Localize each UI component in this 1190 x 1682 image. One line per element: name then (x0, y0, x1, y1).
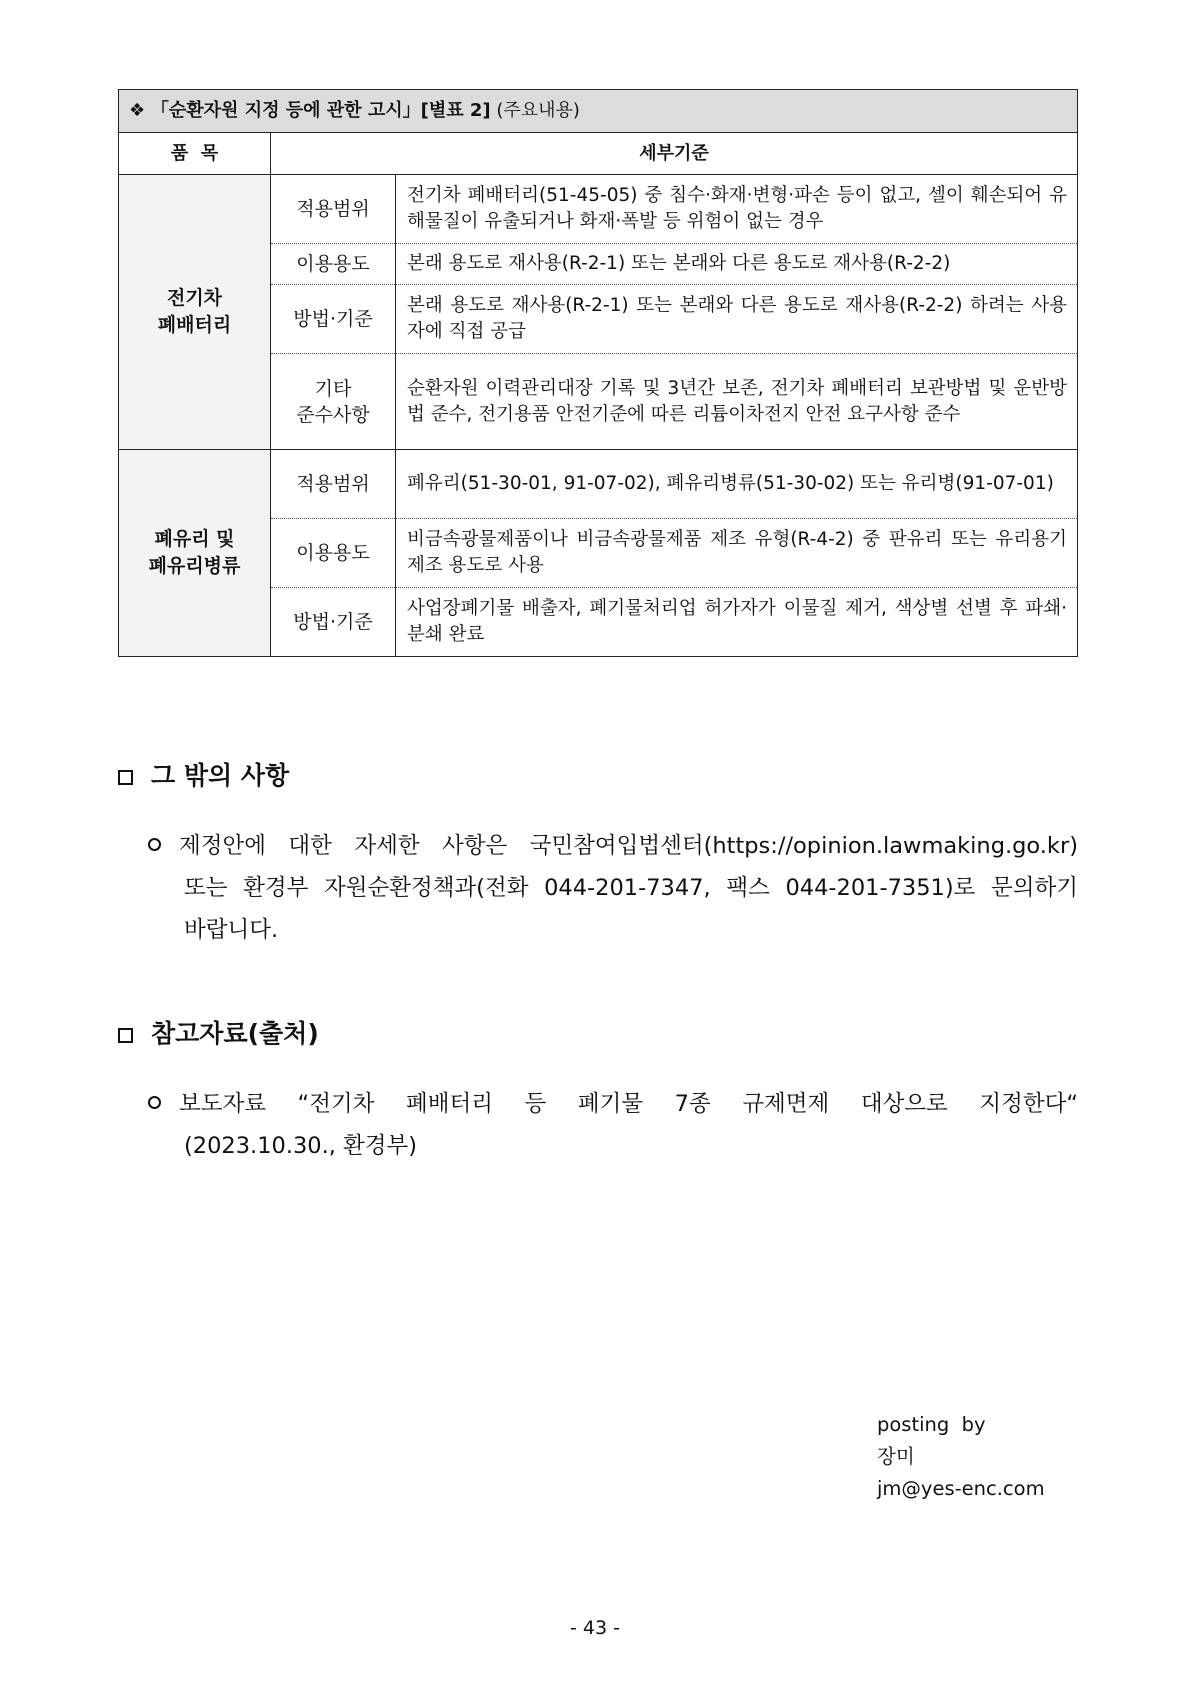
row-label: 적용범위 (271, 175, 396, 244)
section-heading-ref (118, 1019, 319, 1049)
paragraph-line (148, 825, 1078, 867)
table-title-note: (주요내용) (490, 100, 580, 121)
row-label: 이용용도 (271, 519, 396, 588)
section-heading-text: 그 밖의 사항 (151, 761, 290, 790)
page-number: - 43 - (570, 1617, 620, 1639)
circle-bullet-icon (148, 838, 161, 851)
row-detail: 본래 용도로 재사용(R-2-1) 또는 본래와 다른 용도로 재사용(R-2-2) 하려는 사용자에 직접 공급 (396, 285, 1078, 354)
row-detail: 전기차 폐배터리(51-45-05) 중 침수·화재·변형·파손 등이 없고, 셀이 훼손되어 유해물질이 유출되거나 화재·폭발 등 위험이 없는 경우 (396, 175, 1078, 244)
checkbox-square-icon (118, 770, 133, 785)
signature-author: 장미 (877, 1445, 915, 1468)
checkbox-square-icon (118, 1028, 133, 1043)
signature-email: jm@yes-enc.com (877, 1477, 1045, 1500)
paragraph-reference (148, 1083, 1078, 1167)
header-item: 품 목 (119, 133, 271, 175)
paragraph-line (148, 1083, 1078, 1125)
item-waste-glass: 폐유리 및 폐유리병류 (119, 450, 271, 657)
row-label: 방법·기준 (271, 588, 396, 657)
circle-bullet-icon (148, 1096, 161, 1109)
section-heading-text: 참고자료(출처) (151, 1019, 319, 1048)
paragraph-inquiry (148, 825, 1078, 951)
signature-posting-by: posting by (877, 1413, 986, 1436)
paragraph-line: (2023.10.30., 환경부) (184, 1133, 418, 1159)
row-label: 적용범위 (271, 450, 396, 519)
row-detail (396, 450, 1078, 519)
row-label: 이용용도 (271, 244, 396, 285)
paragraph-line: 바랍니다. (184, 917, 279, 943)
row-label: 방법·기준 (271, 285, 396, 354)
section-heading-other (118, 761, 289, 791)
row-label: 기타 준수사항 (271, 354, 396, 450)
table-title (119, 90, 1078, 133)
table-title-bold: 「순환자원 지정 등에 관한 고시」[별표 2] (150, 100, 491, 121)
row-detail: 본래 용도로 재사용(R-2-1) 또는 본래와 다른 용도로 재사용(R-2-2) (396, 244, 1078, 285)
signature-block (877, 1409, 1045, 1505)
row-detail-text: 폐유리(51-30-01, 91-07-02), 폐유리병류(51-30-02) 또는 유리병(91-07-01) (407, 473, 1054, 494)
diamond-icon: ❖ (129, 100, 146, 121)
item-ev-battery: 전기차 폐배터리 (119, 175, 271, 450)
header-detail: 세부기준 (271, 133, 1078, 175)
row-detail: 비금속광물제품이나 비금속광물제품 제조 유형(R-4-2) 중 판유리 또는 유리용기 제조 용도로 사용 (396, 519, 1078, 588)
paragraph-line: 또는 환경부 자원순환정책과(전화 044-201-7347, 팩스 044-201-7351)로 문의하기 (184, 875, 1078, 901)
row-detail: 순환자원 이력관리대장 기록 및 3년간 보존, 전기차 폐배터리 보관방법 및 운반방법 준수, 전기용품 안전기준에 따른 리튬이차전지 안전 요구사항 준수 (396, 354, 1078, 450)
paragraph-line-text: 보도자료 “전기차 폐배터리 등 폐기물 7종 규제면제 대상으로 지정한다“ (179, 1091, 1078, 1117)
standards-table (118, 89, 1078, 657)
row-detail: 사업장폐기물 배출자, 폐기물처리업 허가자가 이물질 제거, 색상별 선별 후 파쇄·분쇄 완료 (396, 588, 1078, 657)
paragraph-line-text: 제정안에 대한 자세한 사항은 국민참여입법센터(https://opinion.lawmaking.go.kr) (179, 833, 1078, 859)
